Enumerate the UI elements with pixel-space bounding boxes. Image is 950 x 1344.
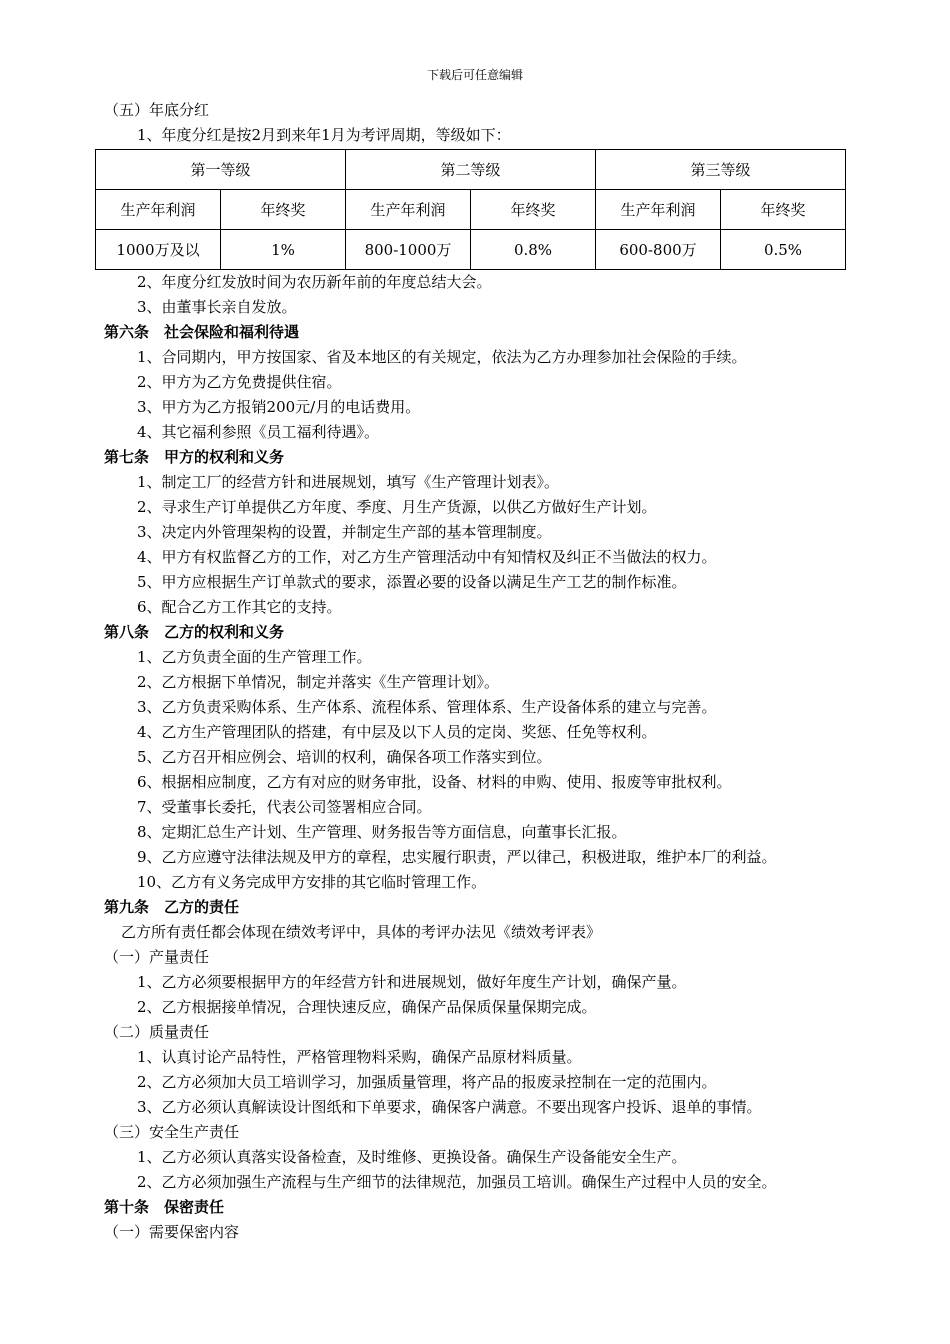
table-subheader-cell: 年终奖 xyxy=(721,190,846,230)
page-header: 下载后可任意编辑 xyxy=(426,68,523,82)
table-cell: 0.5% xyxy=(721,230,846,270)
list-item: 3、由董事长亲自发放。 xyxy=(137,298,297,316)
table-cell: 800-1000万 xyxy=(346,230,471,270)
list-item: 1、乙方必须要根据甲方的年经营方针和进展规划，做好年度生产计划，确保产量。 xyxy=(137,973,687,991)
list-item: 5、乙方召开相应例会、培训的权利，确保各项工作落实到位。 xyxy=(137,748,552,766)
section-title: （五）年底分红 xyxy=(104,101,210,119)
list-item: 2、年度分红发放时间为农历新年前的年度总结大会。 xyxy=(137,273,492,291)
table-row xyxy=(96,230,846,270)
table-cell: 600-800万 xyxy=(596,230,721,270)
list-item: 10、乙方有义务完成甲方安排的其它临时管理工作。 xyxy=(137,873,487,891)
list-item: 3、决定内外管理架构的设置，并制定生产部的基本管理制度。 xyxy=(137,523,552,541)
article-title: 第七条 甲方的权利和义务 xyxy=(104,448,285,466)
list-item: 7、受董事长委托，代表公司签署相应合同。 xyxy=(137,798,432,816)
subsection-title: （三）安全生产责任 xyxy=(104,1123,240,1141)
article-title: 第九条 乙方的责任 xyxy=(104,898,240,916)
article-title: 第八条 乙方的权利和义务 xyxy=(104,623,285,641)
list-item: 2、甲方为乙方免费提供住宿。 xyxy=(137,373,342,391)
table-cell: 1000万及以 xyxy=(96,230,221,270)
table-row xyxy=(96,190,846,230)
list-item: 4、其它福利参照《员工福利待遇》。 xyxy=(137,423,380,441)
subsection-title: （二）质量责任 xyxy=(104,1023,210,1041)
list-item: 4、乙方生产管理团队的搭建，有中层及以下人员的定岗、奖惩、任免等权利。 xyxy=(137,723,657,741)
list-item: 1、乙方负责全面的生产管理工作。 xyxy=(137,648,372,666)
table-subheader-cell: 年终奖 xyxy=(221,190,346,230)
table-subheader-cell: 生产年利润 xyxy=(596,190,721,230)
bonus-grade-table xyxy=(95,149,846,270)
list-item: 3、乙方必须认真解读设计图纸和下单要求，确保客户满意。不要出现客户投诉、退单的事情。 xyxy=(137,1098,762,1116)
table-subheader-cell: 生产年利润 xyxy=(346,190,471,230)
table-cell: 1% xyxy=(221,230,346,270)
list-item: 2、乙方根据接单情况，合理快速反应，确保产品保质保量保期完成。 xyxy=(137,998,597,1016)
list-item: 1、年度分红是按2月到来年1月为考评周期，等级如下： xyxy=(137,126,511,144)
list-item: 9、乙方应遵守法律法规及甲方的章程，忠实履行职责，严以律己，积极进取，维护本厂的利益。 xyxy=(137,848,777,866)
list-item: 1、合同期内，甲方按国家、省及本地区的有关规定，依法为乙方办理参加社会保险的手续。 xyxy=(137,348,747,366)
list-item: 3、甲方为乙方报销200元/月的电话费用。 xyxy=(137,398,421,416)
article-title: 第十条 保密责任 xyxy=(104,1198,225,1216)
list-item: 1、制定工厂的经营方针和进展规划，填写《生产管理计划表》。 xyxy=(137,473,560,491)
list-item: 5、甲方应根据生产订单款式的要求，添置必要的设备以满足生产工艺的制作标准。 xyxy=(137,573,687,591)
table-header-cell: 第二等级 xyxy=(346,150,596,190)
list-item: 1、认真讨论产品特性，严格管理物料采购，确保产品原材料质量。 xyxy=(137,1048,582,1066)
table-cell: 0.8% xyxy=(471,230,596,270)
list-item: 2、乙方根据下单情况，制定并落实《生产管理计划》。 xyxy=(137,673,500,691)
table-subheader-cell: 生产年利润 xyxy=(96,190,221,230)
list-item: 1、乙方必须认真落实设备检查，及时维修、更换设备。确保生产设备能安全生产。 xyxy=(137,1148,687,1166)
list-item: 2、乙方必须加大员工培训学习，加强质量管理，将产品的报废录控制在一定的范围内。 xyxy=(137,1073,717,1091)
paragraph: 乙方所有责任都会体现在绩效考评中，具体的考评办法见《绩效考评表》 xyxy=(121,923,602,941)
list-item: 2、寻求生产订单提供乙方年度、季度、月生产货源，以供乙方做好生产计划。 xyxy=(137,498,657,516)
list-item: 4、甲方有权监督乙方的工作，对乙方生产管理活动中有知情权及纠正不当做法的权力。 xyxy=(137,548,717,566)
list-item: 6、根据相应制度，乙方有对应的财务审批，设备、材料的申购、使用、报废等审批权利。 xyxy=(137,773,732,791)
table-subheader-cell: 年终奖 xyxy=(471,190,596,230)
list-item: 2、乙方必须加强生产流程与生产细节的法律规范，加强员工培训。确保生产过程中人员的安全。 xyxy=(137,1173,777,1191)
list-item: 8、定期汇总生产计划、生产管理、财务报告等方面信息，向董事长汇报。 xyxy=(137,823,627,841)
subsection-title: （一）需要保密内容 xyxy=(104,1223,240,1241)
table-row xyxy=(96,150,846,190)
list-item: 6、配合乙方工作其它的支持。 xyxy=(137,598,342,616)
list-item: 3、乙方负责采购体系、生产体系、流程体系、管理体系、生产设备体系的建立与完善。 xyxy=(137,698,717,716)
subsection-title: （一）产量责任 xyxy=(104,948,210,966)
table-header-cell: 第一等级 xyxy=(96,150,346,190)
article-title: 第六条 社会保险和福利待遇 xyxy=(104,323,300,341)
table-header-cell: 第三等级 xyxy=(596,150,846,190)
